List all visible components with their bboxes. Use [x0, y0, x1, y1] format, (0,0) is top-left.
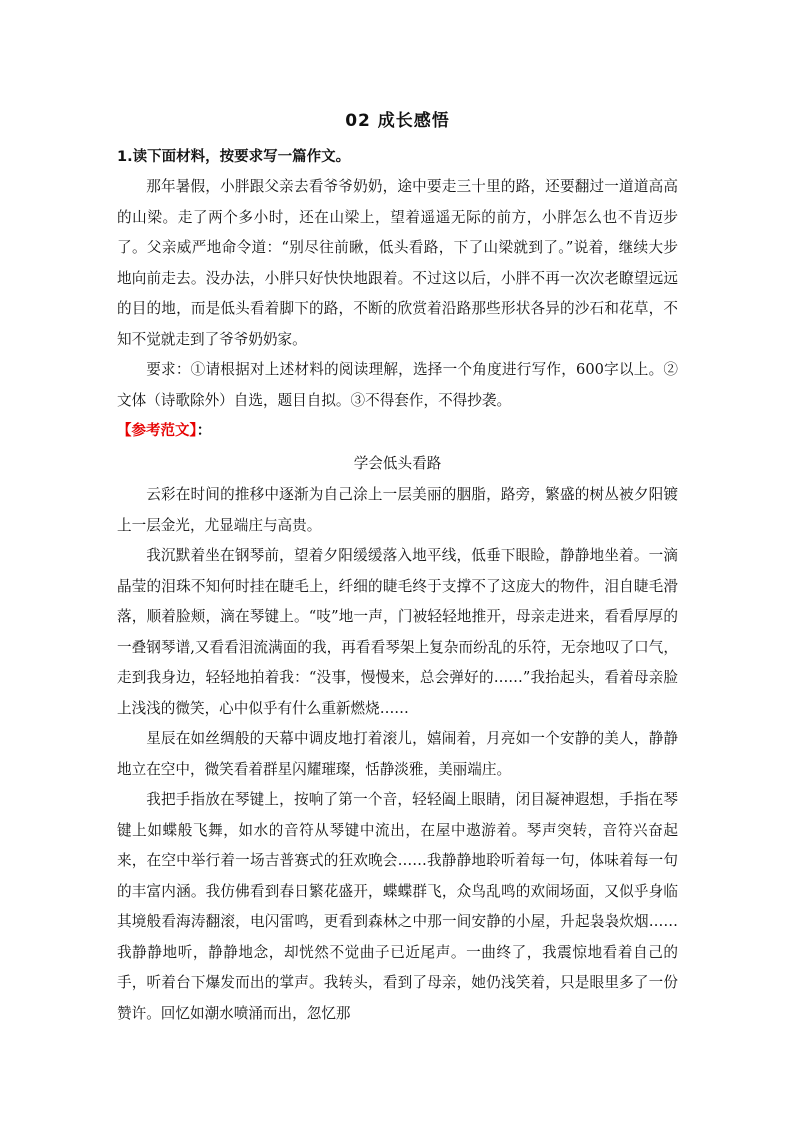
reference-label — [117, 418, 678, 444]
page-title: 02 成长感悟 — [345, 111, 450, 131]
essay-paragraph-4: 我把手指放在琴键上，按响了第一个音，轻轻阖上眼睛，闭目凝神遐想，手指在琴键上如蝶般飞舞，如水的音符从琴键中流出，在屋中遨游着。琴声突转，音符兴奋起来，在空中举行着一场吉普赛式的狂欢晚会……我静静地聆听着每一句，体味着每一句的丰富内涵。我仿佛看到春日繁花盛开，蝶蝶群飞，众鸟乱鸣的欢闹场面，又似乎身临其境般看海涛翻滚，电闪雷鸣，更看到森林之中那一间安静的小屋，升起袅袅炊烟……我静静地听，静静地念，却恍然不觉曲子已近尾声。一曲终了，我震惊地看着自己的手，听着台下爆发而出的掌声。我转头，看到了母亲，她仍浅笑着，只是眼里多了一份赞许。回忆如潮水喷涌而出，忽忆那 — [117, 791, 678, 1022]
essay-paragraph-3: 星辰在如丝绸般的天幕中调皮地打着滚儿，嬉闹着，月亮如一个安静的美人，静静地立在空中，微笑看着群星闪耀璀璨，恬静淡雅，美丽端庄。 — [117, 730, 678, 778]
requirements-paragraph: 要求：①请根据对上述材料的阅读理解，选择一个角度进行写作，600字以上。②文体（诗歌除外）自选，题目自拟。③不得套作，不得抄袭。 — [117, 361, 678, 409]
reference-label-colon: ： — [196, 423, 212, 439]
essay-title: 学会低头看路 — [353, 455, 442, 472]
task-prompt: 1.读下面材料，按要求写一篇作文。 — [117, 149, 351, 165]
essay-paragraph-2: 我沉默着坐在钢琴前，望着夕阳缓缓落入地平线，低垂下眼睑，静静地坐着。一滴晶莹的泪珠不知何时挂在睫毛上，纤细的睫毛终于支撑不了这庞大的物件，泪自睫毛滑落，顺着脸颊，滴在琴键上。“吱”地一声，门被轻轻地推开，母亲走进来，看看厚厚的一叠钢琴谱,又看看泪流满面的我，再看看琴架上复杂而纷乱的乐符，无奈地叹了口气，走到我身边，轻轻地拍着我：“没事，慢慢来，总会弹好的……”我抬起头，看着母亲脸上浅浅的微笑，心中似乎有什么重新燃烧…… — [117, 547, 678, 717]
reference-label-text: 【参考范文】 — [117, 423, 197, 439]
essay-paragraph-1: 云彩在时间的推移中逐渐为自己涂上一层美丽的胭脂，路旁，繁盛的树丛被夕阳镀上一层金光，尤显端庄与高贵。 — [117, 486, 678, 534]
material-paragraph: 那年暑假，小胖跟父亲去看爷爷奶奶，途中要走三十里的路，还要翻过一道道高高的山梁。走了两个多小时，还在山梁上，望着遥遥无际的前方，小胖怎么也不肯迈步了。父亲威严地命令道：“别尽往前瞅，低头看路，下了山梁就到了。”说着，继续大步地向前走去。没办法，小胖只好快快地跟着。不过这以后，小胖不再一次次老瞭望远远的目的地，而是低头看着脚下的路，不断的欣赏着沿路那些形状各异的沙石和花草，不知不觉就走到了爷爷奶奶家。 — [117, 178, 678, 348]
document-body — [117, 100, 678, 1029]
